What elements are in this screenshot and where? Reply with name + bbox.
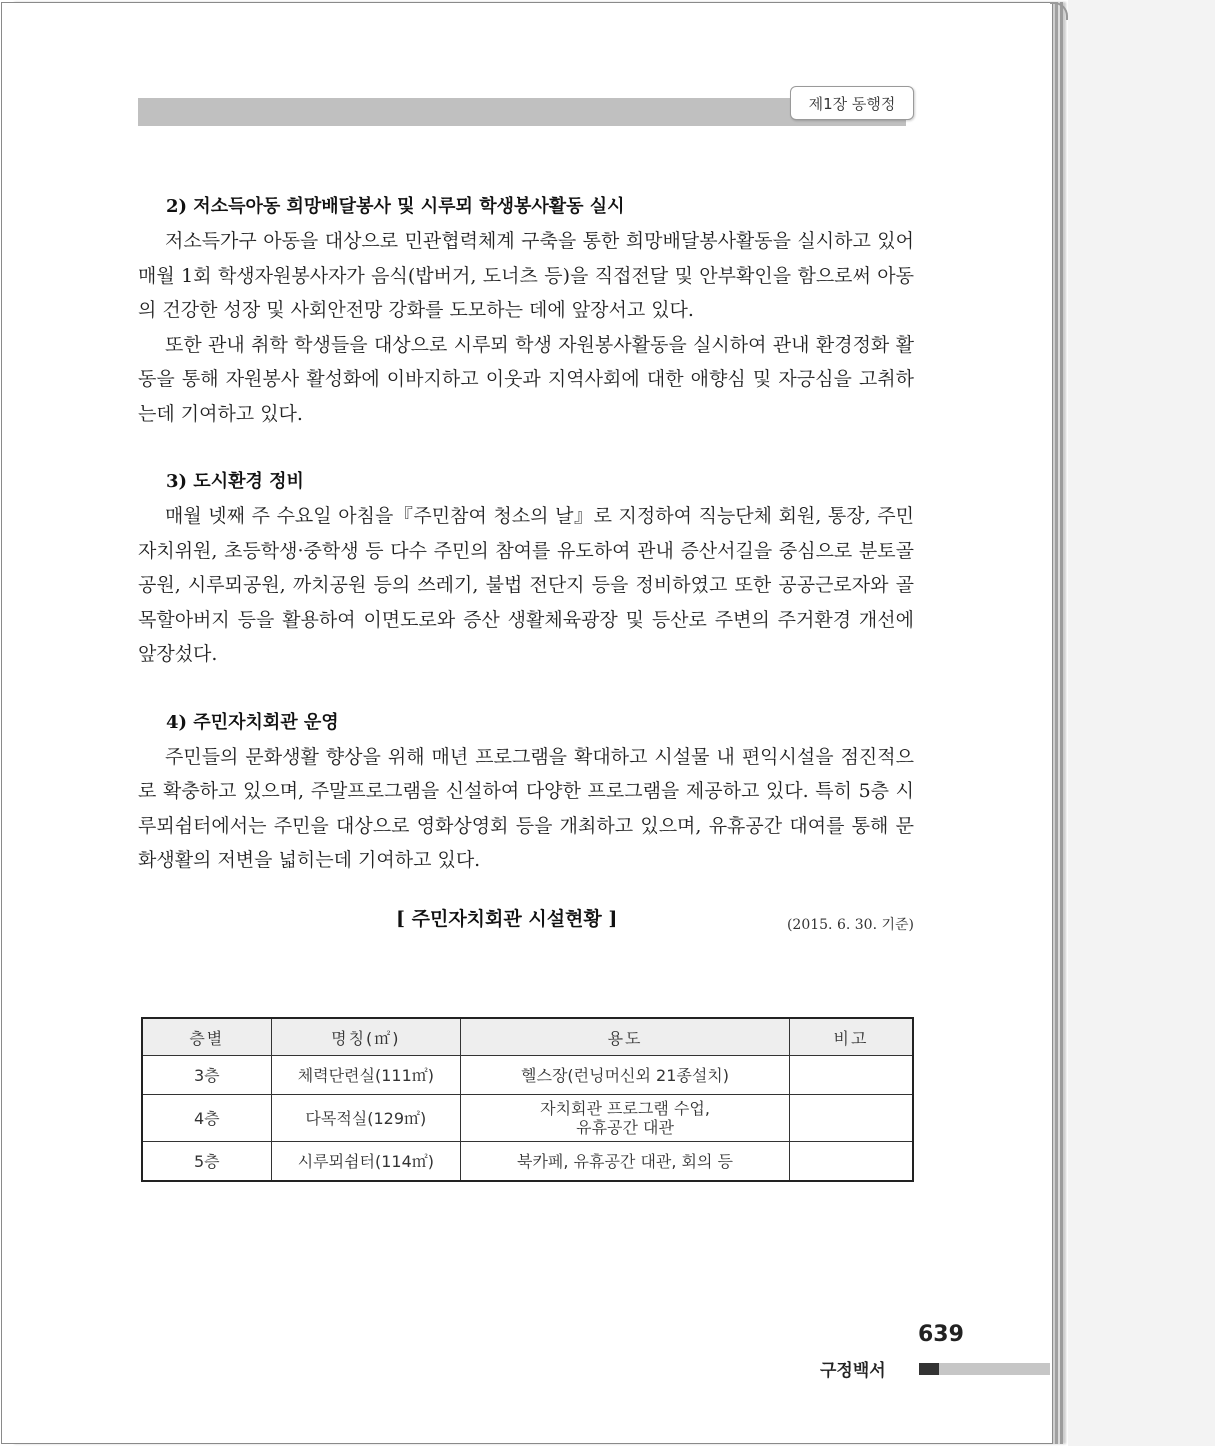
paragraph: 매월 넷째 주 수요일 아침을『주민참여 청소의 날』로 지정하여 직능단체 회원, 통장, 주민자치위원, 초등학생·중학생 등 다수 주민의 참여를 유도하여 관내 증산서길을 중심으로 분토골공원, 시루뫼공원, 까치공원 등의 쓰레기, 불법 전단지 등을 정비하였고 또한 공공근로자와 골목할아버지 등을 활용하여 이면도로와 증산 생활체육광장 및 등산로 주변의 주거환경 개선에 앞장섰다. bbox=[138, 505, 914, 665]
table-header-row bbox=[142, 1018, 913, 1056]
column-header: 층별 bbox=[142, 1018, 271, 1056]
section-title: 4) 주민자치회관 운영 bbox=[166, 711, 339, 733]
paragraph: 주민들의 문화생활 향상을 위해 매년 프로그램을 확대하고 시설물 내 편익시설을 점진적으로 확충하고 있으며, 주말프로그램을 신설하여 다양한 프로그램을 제공하고 있다. 특히 5층 시루뫼쉼터에서는 주민을 대상으로 영화상영회 등을 개최하고 있으며, 유휴공간 대여를 통해 문화생활의 저변을 넓히는데 기여하고 있다. bbox=[138, 745, 914, 871]
table-cell bbox=[789, 1056, 913, 1095]
table-cell: 다목적실(129㎡) bbox=[271, 1095, 460, 1142]
table-cell: 자치회관 프로그램 수업, 유휴공간 대관 bbox=[461, 1095, 790, 1142]
footer-marker bbox=[919, 1363, 939, 1375]
section-4 bbox=[138, 706, 914, 878]
table-row bbox=[142, 1056, 913, 1095]
table-cell: 북카페, 유휴공간 대관, 회의 등 bbox=[461, 1142, 790, 1182]
book-title: 구정백서 bbox=[820, 1361, 886, 1381]
table-cell bbox=[789, 1142, 913, 1182]
table-caption bbox=[138, 902, 914, 940]
paragraph: 저소득가구 아동을 대상으로 민관협력체계 구축을 통한 희망배달봉사활동을 실시하고 있어 매월 1회 학생자원봉사자가 음식(밥버거, 도너츠 등)을 직접전달 및 안부확인을 함으로써 아동의 건강한 성장 및 사회안전망 강화를 도모하는 데에 앞장서고 있다. bbox=[138, 230, 914, 321]
page-number: 639 bbox=[918, 1322, 964, 1347]
column-header: 명칭(㎡) bbox=[271, 1018, 460, 1056]
table-date-note: (2015. 6. 30. 기준) bbox=[786, 916, 914, 933]
table-cell: 헬스장(런닝머신외 21종설치) bbox=[461, 1056, 790, 1095]
table-cell bbox=[789, 1095, 913, 1142]
section-title: 3) 도시환경 정비 bbox=[166, 471, 304, 492]
column-header: 용도 bbox=[461, 1018, 790, 1056]
table-cell: 5층 bbox=[142, 1142, 271, 1182]
table-cell: 체력단련실(111㎡) bbox=[271, 1056, 460, 1095]
facilities-table bbox=[141, 1017, 914, 1182]
section-3 bbox=[138, 465, 914, 672]
table-row bbox=[142, 1095, 913, 1142]
footer-bar bbox=[939, 1363, 1050, 1375]
chapter-tab: 제1장 동행정 bbox=[790, 86, 914, 120]
page-curl bbox=[1050, 2, 1068, 20]
table-title: [ 주민자치회관 시설현황 ] bbox=[396, 907, 618, 930]
table-cell: 3층 bbox=[142, 1056, 271, 1095]
page-content bbox=[138, 190, 914, 940]
paragraph: 또한 관내 취학 학생들을 대상으로 시루뫼 학생 자원봉사활동을 실시하여 관내 환경정화 활동을 통해 자원봉사 활성화에 이바지하고 이웃과 지역사회에 대한 애향심 및 자긍심을 고취하는데 기여하고 있다. bbox=[138, 333, 914, 425]
background-margin bbox=[1068, 0, 1215, 1446]
section-2 bbox=[138, 190, 914, 431]
column-header: 비고 bbox=[789, 1018, 913, 1056]
section-title: 2) 저소득아동 희망배달봉사 및 시루뫼 학생봉사활동 실시 bbox=[166, 196, 625, 217]
table-row bbox=[142, 1142, 913, 1182]
table-cell: 시루뫼쉼터(114㎡) bbox=[271, 1142, 460, 1182]
table-cell: 4층 bbox=[142, 1095, 271, 1142]
